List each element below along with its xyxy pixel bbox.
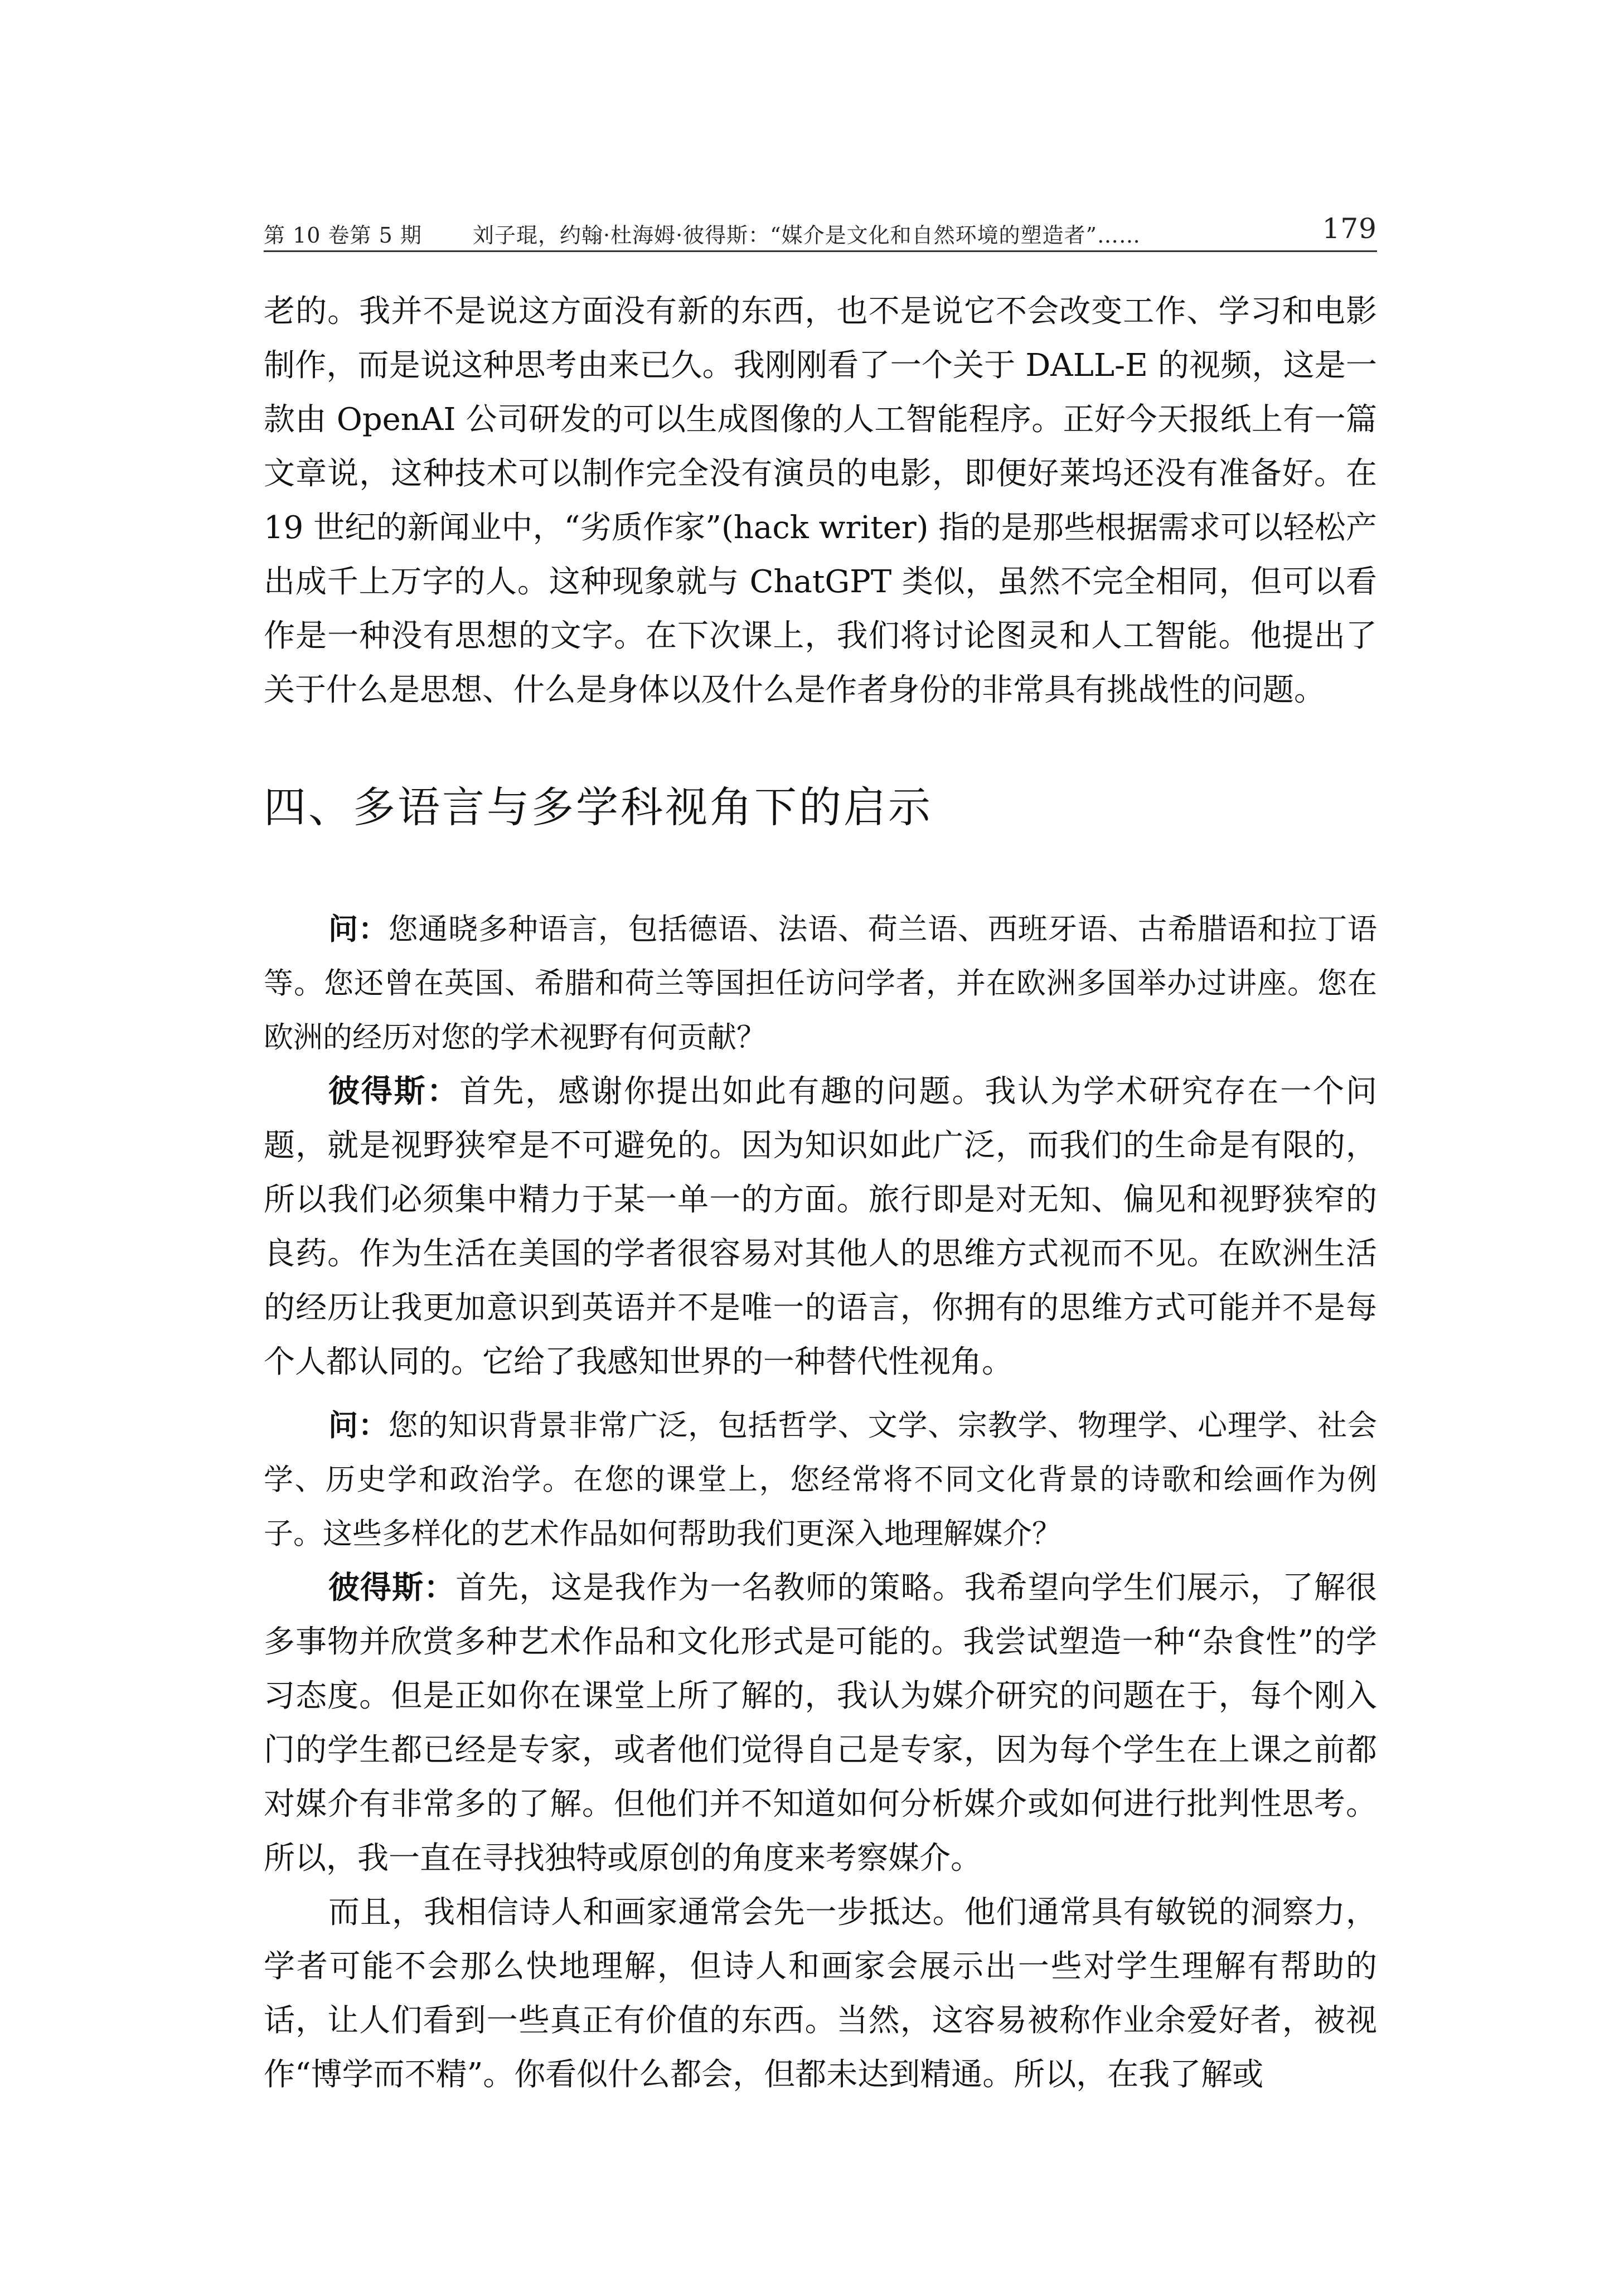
answer-text: 首先，感谢你提出如此有趣的问题。我认为学术研究存在一个问题，就是视野狭窄是不可避免的。因为知识如此广泛，而我们的生命是有限的，所以我们必须集中精力于某一单一的方面。旅行即是对无知、偏见和视野狭窄的良药。作为生活在美国的学者很容易对其他人的思维方式视而不见。在欧洲生活的经历让我更加意识到英语并不是唯一的语言，你拥有的思维方式可能并不是每个人都认同的。它给了我感知世界的一种替代性视角。: [264, 1073, 1378, 1380]
speaker-label: 彼得斯：: [328, 1570, 456, 1606]
section-heading: 四、多语言与多学科视角下的启示: [264, 782, 933, 832]
question-text: 您通晓多种语言，包括德语、法语、荷兰语、西班牙语、古希腊语和拉丁语等。您还曾在英国、希腊和荷兰等国担任访问学者，并在欧洲多国举办过讲座。您在欧洲的经历对您的学术视野有何贡献？: [264, 912, 1378, 1055]
running-title: 刘子琨，约翰·杜海姆·彼得斯：“媒介是文化和自然环境的塑造者”……: [473, 223, 1141, 248]
question-text: 您的知识背景非常广泛，包括哲学、文学、宗教学、物理学、心理学、社会学、历史学和政治学。在您的课堂上，您经常将不同文化背景的诗歌和绘画作为例子。这些多样化的艺术作品如何帮助我们更深入地理解媒介？: [264, 1409, 1378, 1551]
answer-2-continued: 而且，我相信诗人和画家通常会先一步抵达。他们通常具有敏锐的洞察力，学者可能不会那么快地理解，但诗人和画家会展示出一些对学生理解有帮助的话，让人们看到一些真正有价值的东西。当然，这容易被称作业余爱好者，被视作“博学而不精”。你看似什么都会，但都未达到精通。所以，在我了解或: [264, 1894, 1377, 2093]
running-header: [264, 210, 1377, 249]
answer-1: [264, 1065, 1377, 1389]
question-label: 问：: [328, 912, 389, 946]
question-label: 问：: [328, 1409, 389, 1443]
opening-paragraph-block: [264, 284, 1377, 717]
answer-2: [264, 1561, 1377, 1885]
qa-block-2: [264, 1399, 1377, 2102]
header-rule: [264, 250, 1377, 252]
page: [264, 0, 1377, 2283]
question-1: [264, 902, 1377, 1065]
journal-issue: 第 10 卷第 5 期: [264, 223, 422, 248]
page-number: 179: [1322, 212, 1377, 245]
question-2: [264, 1399, 1377, 1561]
answer-text: 首先，这是我作为一名教师的策略。我希望向学生们展示，了解很多事物并欣赏多种艺术作品和文化形式是可能的。我尝试塑造一种“杂食性”的学习态度。但是正如你在课堂上所了解的，我认为媒介研究的问题在于，每个刚入门的学生都已经是专家，或者他们觉得自己是专家，因为每个学生在上课之前都对媒介有非常多的了解。但他们并不知道如何分析媒介或如何进行批判性思考。所以，我一直在寻找独特或原创的角度来考察媒介。: [264, 1570, 1377, 1876]
opening-paragraph: 老的。我并不是说这方面没有新的东西，也不是说它不会改变工作、学习和电影制作，而是说这种思考由来已久。我刚刚看了一个关于 DALL-E 的视频，这是一款由 OpenAI 公司研发的可以生成图像的人工智能程序。正好今天报纸上有一篇文章说，这种技术可以制作完全没有演员的电影，即便好莱坞还没有准备好。在 19 世纪的新闻业中，“劣质作家”(hack writer) 指的是那些根据需求可以轻松产出成千上万字的人。这种现象就与 ChatGPT 类似，虽然不完全相同，但可以看作是一种没有思想的文字。在下次课上，我们将讨论图灵和人工智能。他提出了关于什么是思想、什么是身体以及什么是作者身份的非常具有挑战性的问题。: [264, 293, 1377, 708]
speaker-label: 彼得斯：: [328, 1073, 460, 1110]
qa-block-1: [264, 902, 1377, 1389]
